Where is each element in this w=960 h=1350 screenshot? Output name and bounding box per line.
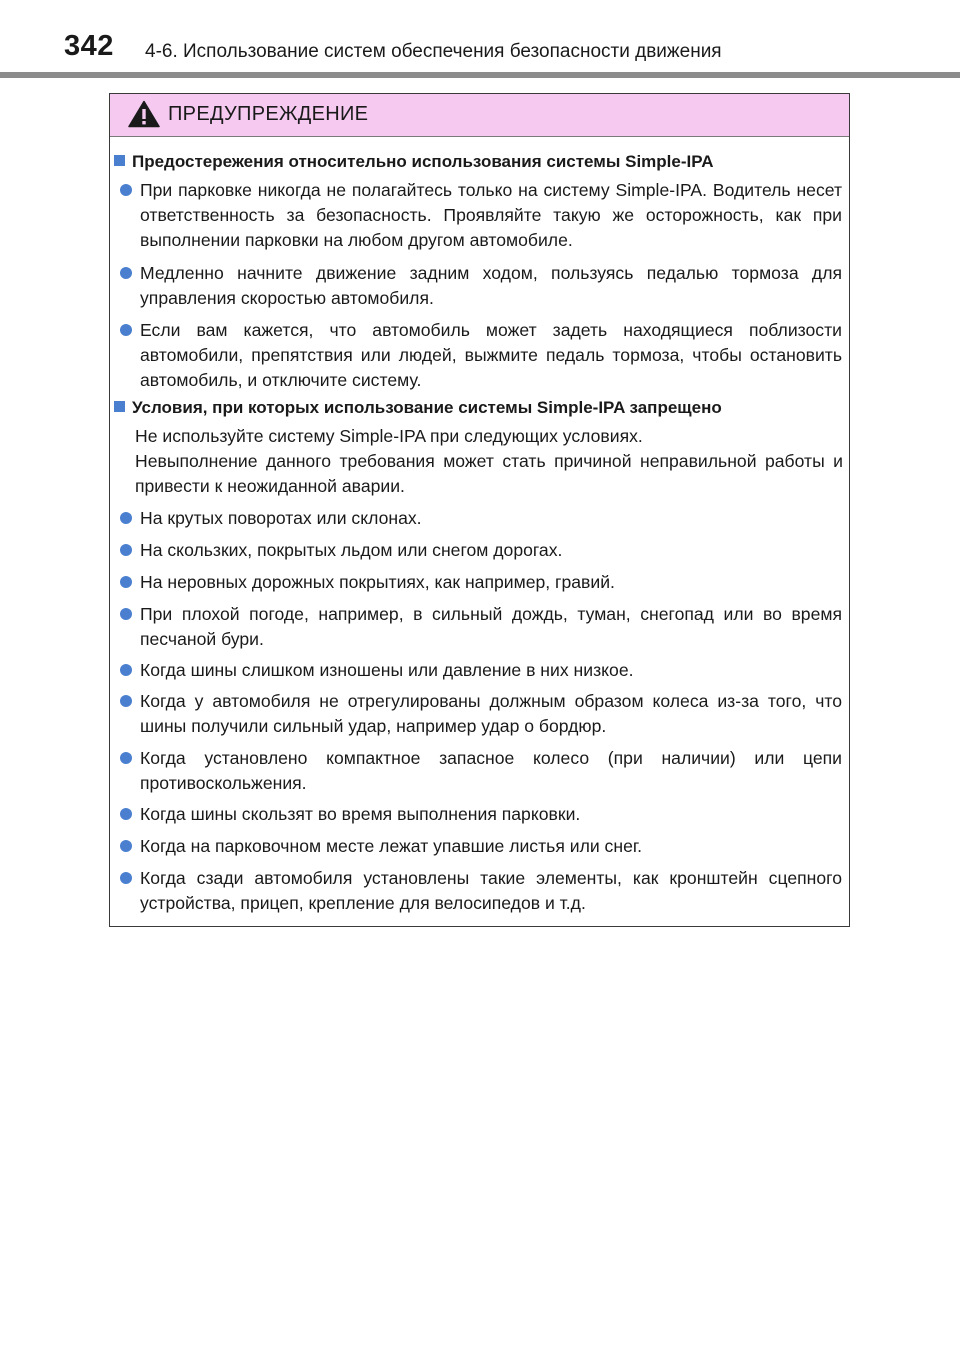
list-item: Медленно начните движение задним ходом, пользуясь педалью тормоза для управления скоростью автомобиля. <box>114 261 842 311</box>
round-bullet-icon <box>120 267 132 279</box>
page-number: 342 <box>64 30 114 62</box>
list-item: Когда шины слишком изношены или давление в них низкое. <box>114 658 842 683</box>
list-item: Если вам кажется, что автомобиль может задеть находящиеся поблизости автомобили, препятствия или людей, выжмите педаль тормоза, чтобы остановить автомобиль, и отключите систему. <box>114 318 842 393</box>
round-bullet-icon <box>120 808 132 820</box>
list-item: На скользких, покрытых льдом или снегом дорогах. <box>114 538 842 563</box>
round-bullet-icon <box>120 840 132 852</box>
round-bullet-icon <box>120 544 132 556</box>
header-rule <box>0 72 960 78</box>
intro-line: Не используйте систему Simple-IPA при следующих условиях. <box>135 426 643 446</box>
list-item: Когда сзади автомобиля установлены такие элементы, как кронштейн сцепного устройства, прицеп, крепление для велосипедов и т.д. <box>114 866 842 916</box>
section-heading: Предостережения относительно использования системы Simple-IPA <box>114 152 714 172</box>
list-item: Когда у автомобиля не отрегулированы должным образом колеса из-за того, что шины получили сильный удар, например удар о бордюр. <box>114 689 842 739</box>
round-bullet-icon <box>120 184 132 196</box>
list-item: Когда установлено компактное запасное колесо (при наличии) или цепи противоскольжения. <box>114 746 842 796</box>
list-item: Когда шины скользят во время выполнения парковки. <box>114 802 842 827</box>
list-item: Когда на парковочном месте лежат упавшие листья или снег. <box>114 834 842 859</box>
round-bullet-icon <box>120 752 132 764</box>
warning-title: ПРЕДУПРЕЖДЕНИЕ <box>168 103 369 125</box>
list-item: При плохой погоде, например, в сильный дождь, туман, снегопад или во время песчаной бури. <box>114 602 842 652</box>
round-bullet-icon <box>120 608 132 620</box>
warning-box <box>109 93 850 927</box>
section-title: 4-6. Использование систем обеспечения безопасности движения <box>145 41 722 62</box>
round-bullet-icon <box>120 664 132 676</box>
warning-triangle-icon <box>128 100 160 128</box>
round-bullet-icon <box>120 576 132 588</box>
round-bullet-icon <box>120 695 132 707</box>
intro-paragraph: Невыполнение данного требования может стать причиной неправильной работы и привести к неожиданной аварии. <box>135 451 843 496</box>
list-item: На неровных дорожных покрытиях, как например, гравий. <box>114 570 842 595</box>
warning-header <box>110 94 849 137</box>
round-bullet-icon <box>120 324 132 336</box>
list-item: При парковке никогда не полагайтесь только на систему Simple-IPA. Водитель несет ответственность за безопасность. Проявляйте такую же осторожность, как при выполнении парковки на любом другом автомобиле. <box>114 178 842 253</box>
section-heading: Условия, при которых использование системы Simple-IPA запрещено <box>114 398 722 418</box>
list-item: На крутых поворотах или склонах. <box>114 506 842 531</box>
square-bullet-icon <box>114 155 125 166</box>
round-bullet-icon <box>120 872 132 884</box>
round-bullet-icon <box>120 512 132 524</box>
square-bullet-icon <box>114 401 125 412</box>
page-header <box>0 0 960 78</box>
